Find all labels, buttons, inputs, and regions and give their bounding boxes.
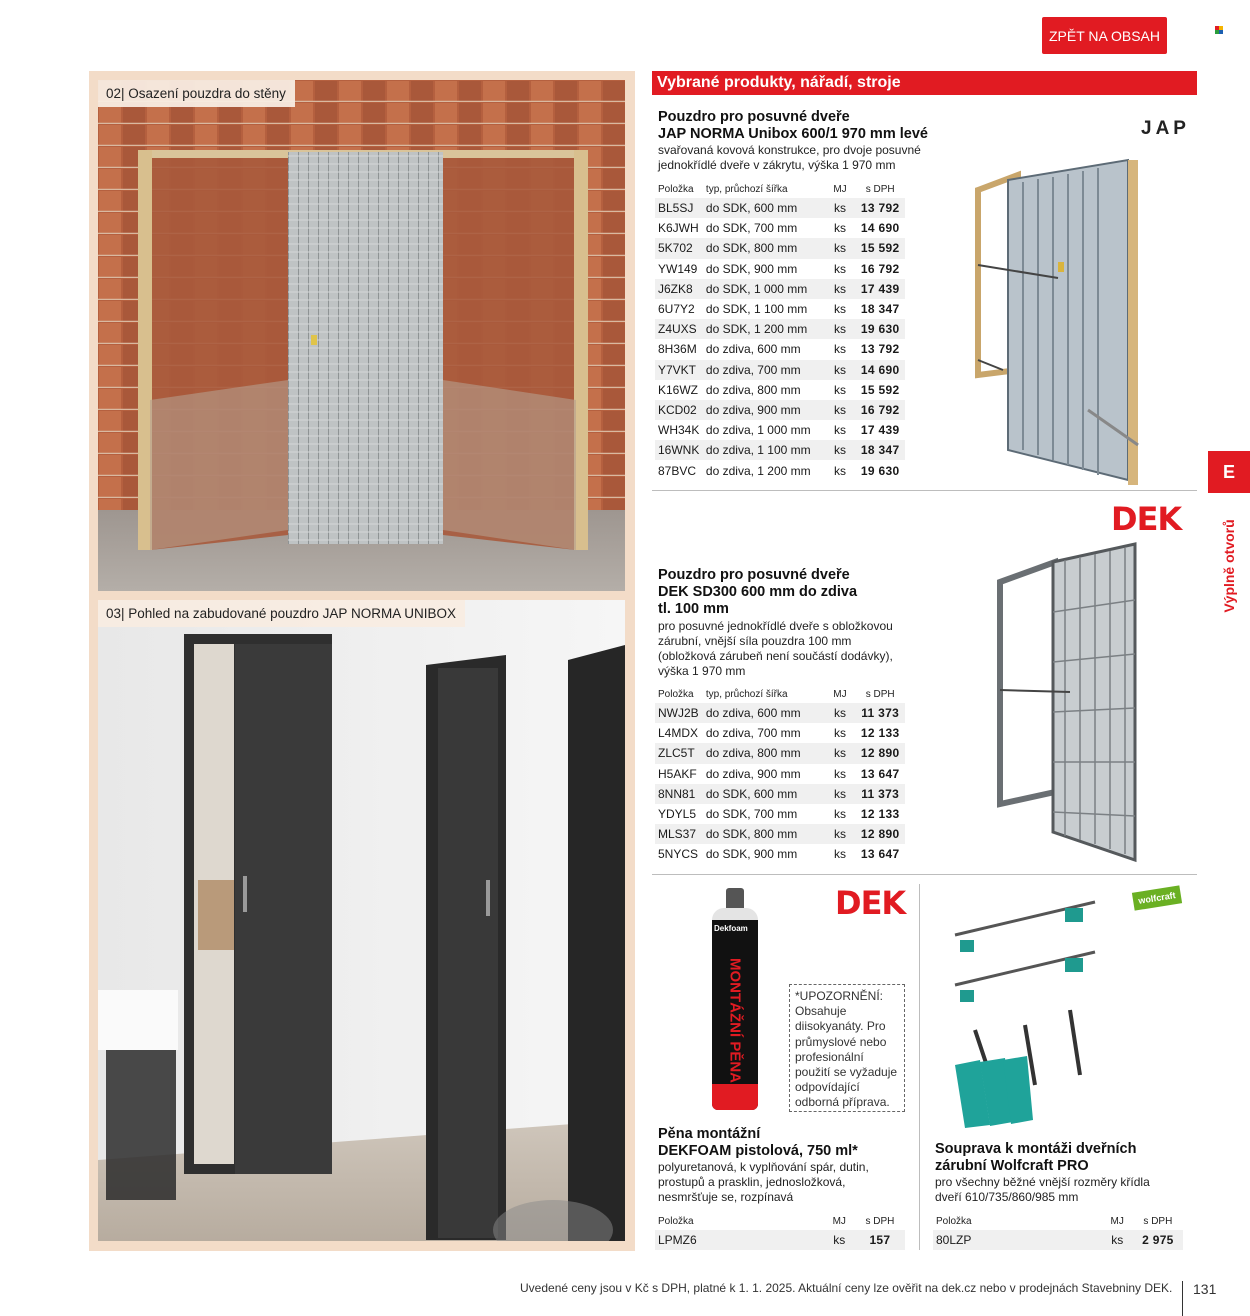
product1-title [658, 109, 928, 143]
item-unit: ks [833, 221, 846, 236]
item-unit: ks [833, 302, 846, 317]
item-type: do zdiva, 1 100 mm [703, 440, 825, 460]
item-code: H5AKF [658, 766, 697, 781]
product1-desc-line2: jednokřídlé dveře v zákrytu, výška 1 970 mm [658, 158, 896, 172]
product3-description [658, 1160, 869, 1205]
table-row [655, 723, 905, 743]
section-title-bar: Vybrané produkty, nářadí, stroje [652, 71, 1197, 95]
product2-desc-line1: pro posuvné jednokřídlé dveře s obložkovou [658, 619, 893, 633]
warning-line: Obsahuje [795, 1004, 847, 1019]
item-price: 2 975 [1133, 1230, 1183, 1250]
item-unit: ks [833, 342, 846, 357]
col-polozka: Položka [658, 688, 694, 700]
section-tab-label: Výplně otvorů [1221, 519, 1237, 613]
price-note: Uvedené ceny jsou v Kč s DPH, platné k 1. 1. 2025. Aktuální ceny lze ověřit na dek.cz nebo v prodejnách Stavebniny DEK. [520, 1281, 1173, 1295]
jap-pocket-frame-image [968, 150, 1148, 485]
item-type: do zdiva, 600 mm [703, 703, 825, 723]
page-number: 131 [1193, 1281, 1217, 1297]
item-unit: ks [833, 382, 846, 397]
brick-wall-pocket-image [98, 80, 625, 591]
back-to-contents-button[interactable]: ZPĚT NA OBSAH [1042, 17, 1167, 54]
dek-pocket-frame-image [995, 542, 1145, 864]
product2-title-line2: DEK SD300 600 mm do zdiva [658, 584, 858, 600]
warning-box [789, 984, 905, 1112]
table-row [655, 440, 905, 460]
item-type: do SDK, 600 mm [703, 784, 825, 804]
item-code: WH34K [658, 423, 700, 438]
item-price: 15 592 [855, 238, 905, 258]
product4-desc-line: pro všechny běžné vnější rozměry křídla [935, 1175, 1150, 1189]
item-code: K6JWH [658, 221, 699, 236]
item-unit: ks [1102, 1230, 1133, 1250]
item-code: L4MDX [658, 726, 699, 741]
item-type: do zdiva, 800 mm [705, 382, 801, 397]
product4-title [935, 1141, 1136, 1175]
item-code: 80LZP [933, 1230, 981, 1250]
photo-installed [98, 600, 625, 1241]
table-row [655, 198, 905, 218]
product2-title-line3: tl. 100 mm [658, 601, 729, 617]
product1-title-line1: Pouzdro pro posuvné dveře [658, 109, 850, 125]
item-code: 5K702 [655, 238, 703, 258]
item-price: 18 347 [860, 302, 900, 317]
item-price: 13 792 [860, 342, 900, 357]
can-brand: Dekfoam [714, 924, 748, 933]
table-row [655, 784, 905, 804]
product2-title-line1: Pouzdro pro posuvné dveře [658, 567, 850, 583]
table-row [655, 218, 905, 238]
item-code: Y7VKT [655, 360, 703, 380]
item-code: 6U7Y2 [658, 302, 695, 317]
item-type: do SDK, 700 mm [705, 807, 798, 822]
product3-title-line2: DEKFOAM pistolová, 750 ml* [658, 1143, 858, 1159]
item-type: do SDK, 1 000 mm [703, 279, 825, 299]
warning-line: *UPOZORNĚNÍ: [795, 989, 884, 1003]
item-type: do SDK, 900 mm [705, 847, 798, 862]
item-unit: ks [825, 238, 856, 258]
dek-logo: DEK [1111, 500, 1182, 538]
item-code: 16WNK [655, 440, 703, 460]
item-code: 87BVC [658, 463, 697, 478]
item-price: 14 690 [860, 221, 900, 236]
product2-desc-line3: (obložková zárubeň není součástí dodávky), [658, 649, 893, 663]
product2-title [658, 567, 857, 618]
product3-table [655, 1212, 905, 1250]
table-row [655, 703, 905, 723]
item-unit: ks [825, 743, 856, 763]
table-row [655, 824, 905, 844]
item-code: Z4UXS [655, 319, 703, 339]
item-price: 15 592 [860, 382, 900, 397]
product4-title-line1: Souprava k montáži dveřních [935, 1141, 1137, 1157]
product2-desc-line4: výška 1 970 mm [658, 664, 746, 678]
item-code: MLS37 [655, 824, 703, 844]
warning-line: průmyslové nebo [795, 1034, 887, 1049]
item-price: 12 133 [860, 726, 900, 741]
col-mj: MJ [1110, 1215, 1124, 1227]
table-row [655, 743, 905, 763]
table-row [655, 279, 905, 299]
wolfcraft-kit-image [945, 890, 1125, 1130]
product1-desc-line1: svařovaná kovová konstrukce, pro dvoje posuvné [658, 143, 921, 157]
item-price: 16 792 [860, 261, 900, 276]
item-type: do SDK, 900 mm [705, 261, 798, 276]
item-unit: ks [825, 198, 856, 218]
item-code: ZLC5T [655, 743, 703, 763]
col-polozka: Položka [658, 1215, 694, 1227]
item-type: do zdiva, 900 mm [705, 766, 801, 781]
photo-panel [89, 71, 635, 1251]
item-unit: ks [833, 423, 846, 438]
wolfcraft-logo: wolfcraft [1132, 885, 1182, 910]
warning-line: použití se vyžaduje [795, 1065, 898, 1080]
table-row [655, 844, 905, 864]
foam-can-image [712, 888, 758, 1112]
item-unit: ks [825, 360, 856, 380]
item-code: 8H36M [658, 342, 697, 357]
product4-table [933, 1212, 1183, 1250]
col-mj: MJ [833, 688, 847, 700]
product2-desc-line2: zárubní, vnější síla pouzdra 100 mm [658, 634, 852, 648]
divider [652, 490, 1197, 491]
table-row [655, 764, 905, 784]
item-type: do SDK, 800 mm [703, 824, 825, 844]
item-type: do SDK, 1 100 mm [705, 302, 808, 317]
table-row [655, 804, 905, 824]
photo1-caption: 02| Osazení pouzdra do stěny [98, 80, 295, 107]
installed-door-image [98, 600, 625, 1241]
item-price: 13 647 [860, 847, 900, 862]
product1-description [658, 143, 921, 173]
item-unit: ks [833, 463, 846, 478]
table-row [655, 360, 905, 380]
item-unit: ks [825, 703, 856, 723]
divider [1182, 1281, 1183, 1316]
product4-desc-line: dveří 610/735/860/985 mm [935, 1190, 1079, 1204]
item-code: YDYL5 [658, 807, 697, 822]
item-unit: ks [825, 400, 856, 420]
product1-title-line2: JAP NORMA Unibox 600/1 970 mm levé [658, 126, 928, 142]
divider [652, 874, 1197, 875]
item-price: 19 630 [855, 319, 905, 339]
photo2-caption: 03| Pohled na zabudované pouzdro JAP NORMA UNIBOX [98, 600, 465, 627]
item-type: do SDK, 600 mm [703, 198, 825, 218]
dek-logo: DEK [835, 884, 906, 922]
item-type: do SDK, 1 200 mm [703, 319, 825, 339]
item-price: 17 439 [855, 279, 905, 299]
item-price: 12 890 [855, 743, 905, 763]
item-unit: ks [825, 784, 856, 804]
item-price: 11 373 [855, 703, 905, 723]
item-price: 16 792 [855, 400, 905, 420]
product4-description [935, 1175, 1150, 1205]
item-unit: ks [825, 824, 856, 844]
item-unit: ks [825, 279, 856, 299]
table-row [655, 339, 905, 359]
col-price: s DPH [865, 183, 895, 195]
item-code: BL5SJ [655, 198, 703, 218]
can-label: MONTÁŽNÍ PĚNA [726, 958, 744, 1083]
col-polozka: Položka [658, 183, 694, 195]
table-row [655, 380, 905, 400]
item-code: J6ZK8 [655, 279, 703, 299]
product3-title [658, 1126, 858, 1160]
item-type: do zdiva, 700 mm [703, 360, 825, 380]
col-typ: typ, průchozí šířka [705, 688, 788, 700]
item-type: do zdiva, 800 mm [703, 743, 825, 763]
item-code: KCD02 [655, 400, 703, 420]
product2-table [655, 685, 905, 865]
item-price: 157 [855, 1230, 905, 1250]
table-row [655, 460, 905, 480]
section-tab-e[interactable]: E [1208, 451, 1250, 493]
col-mj: MJ [832, 1215, 846, 1227]
col-price: s DPH [865, 688, 895, 700]
table-row [655, 1230, 905, 1250]
color-mark-icon [1215, 26, 1225, 34]
item-price: 14 690 [855, 360, 905, 380]
item-code: K16WZ [658, 382, 699, 397]
product2-description [658, 619, 893, 679]
photo-installation [98, 80, 625, 591]
table-row [655, 259, 905, 279]
table-row [655, 238, 905, 258]
col-typ: typ, průchozí šířka [705, 183, 788, 195]
item-type: do zdiva, 1 200 mm [705, 463, 811, 478]
product3-desc-line: nesmršťuje se, rozpínavá [658, 1190, 794, 1204]
item-code: 5NYCS [658, 847, 699, 862]
warning-line: diisokyanáty. Pro [795, 1019, 886, 1034]
item-unit: ks [833, 766, 846, 781]
item-type: do SDK, 800 mm [703, 238, 825, 258]
column-divider [919, 884, 920, 1250]
item-price: 12 890 [855, 824, 905, 844]
product3-desc-line: polyuretanová, k vyplňování spár, dutin, [658, 1160, 869, 1174]
item-unit: ks [825, 319, 856, 339]
item-code: LPMZ6 [655, 1230, 703, 1250]
item-price: 11 373 [855, 784, 905, 804]
item-price: 18 347 [855, 440, 905, 460]
table-row [655, 319, 905, 339]
item-type: do zdiva, 600 mm [705, 342, 801, 357]
warning-line: odpovídající [795, 1080, 860, 1095]
product3-title-line1: Pěna montážní [658, 1126, 761, 1142]
item-type: do zdiva, 1 000 mm [705, 423, 811, 438]
col-price: s DPH [865, 1215, 895, 1227]
warning-line: odborná příprava. [795, 1095, 890, 1110]
col-mj: MJ [833, 183, 847, 195]
item-code: YW149 [658, 261, 698, 276]
jap-logo: JAP [1141, 118, 1190, 139]
col-price: s DPH [1143, 1215, 1173, 1227]
item-unit: ks [833, 847, 846, 862]
item-type: do zdiva, 900 mm [703, 400, 825, 420]
item-unit: ks [833, 261, 846, 276]
item-price: 13 647 [860, 766, 900, 781]
item-type: do SDK, 700 mm [705, 221, 798, 236]
warning-line: profesionální [795, 1049, 864, 1064]
item-code: 8NN81 [655, 784, 703, 804]
item-price: 17 439 [860, 423, 900, 438]
table-row [933, 1230, 1183, 1250]
item-unit: ks [833, 807, 846, 822]
item-unit: ks [824, 1230, 855, 1250]
item-price: 12 133 [860, 807, 900, 822]
product4-title-line2: zárubní Wolfcraft PRO [935, 1158, 1089, 1174]
table-row [655, 299, 905, 319]
item-type: do zdiva, 700 mm [705, 726, 801, 741]
table-row [655, 400, 905, 420]
product3-desc-line: prostupů a prasklin, jednosložková, [658, 1175, 846, 1189]
item-unit: ks [825, 440, 856, 460]
table-row [655, 420, 905, 440]
col-polozka: Položka [936, 1215, 972, 1227]
item-unit: ks [833, 726, 846, 741]
item-code: NWJ2B [655, 703, 703, 723]
item-price: 13 792 [855, 198, 905, 218]
item-price: 19 630 [860, 463, 900, 478]
product1-table [655, 180, 905, 481]
